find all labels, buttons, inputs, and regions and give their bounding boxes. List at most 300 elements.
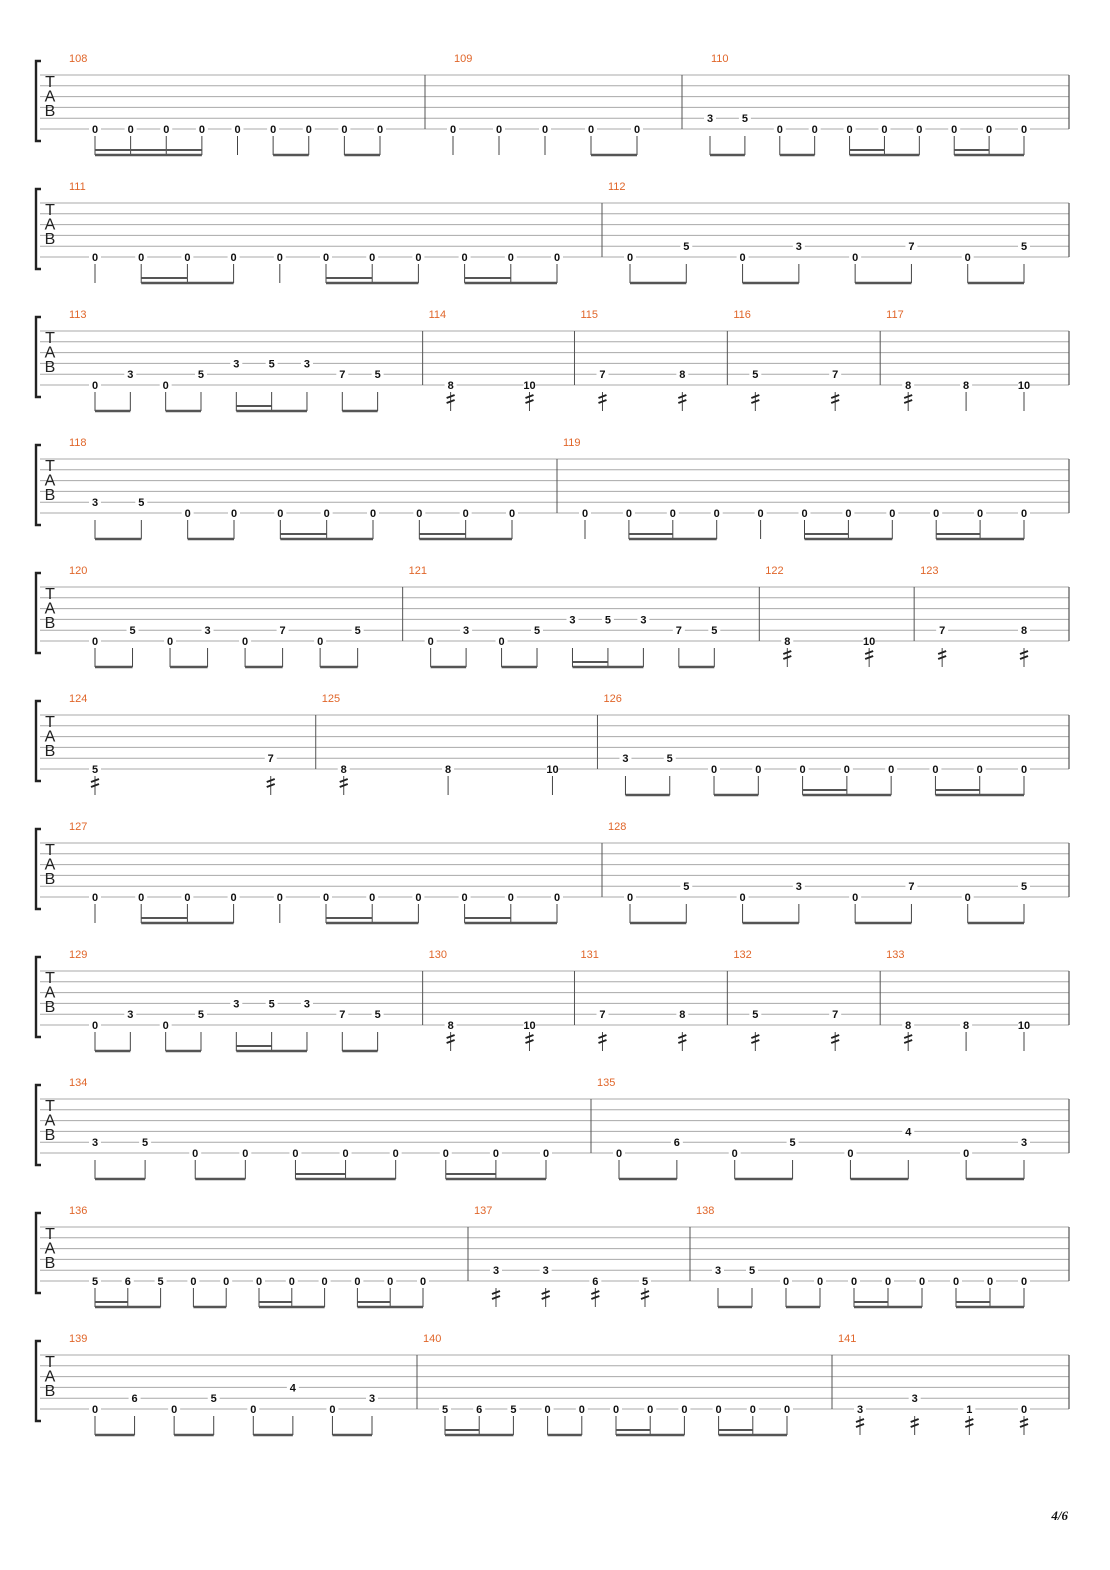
measure-number: 109 (454, 53, 473, 65)
measure-number: 134 (69, 1077, 88, 1089)
tab-clef-letter: T (45, 1354, 55, 1371)
fret-number: 5 (197, 369, 205, 382)
fret-number: 5 (91, 764, 99, 776)
tab-clef-letter: B (44, 359, 56, 376)
fret-number: 0 (852, 892, 859, 904)
measure (704, 53, 1069, 155)
tremolo-mark (678, 1040, 686, 1043)
tremolo-mark (591, 1296, 599, 1299)
tremolo-mark (267, 779, 275, 782)
measure-number: 128 (608, 821, 627, 833)
fret-number: 0 (843, 764, 850, 776)
measure-number: 141 (838, 1333, 857, 1345)
tab-clef-letter: B (44, 871, 56, 888)
measure (608, 181, 1069, 283)
measure-number: 110 (711, 53, 729, 65)
fret-number: 8 (905, 380, 912, 392)
fret-number: 0 (322, 252, 330, 264)
fret-number: 0 (850, 1276, 858, 1288)
tab-system (36, 1077, 1069, 1179)
fret-number: 0 (449, 124, 457, 136)
fret-number: 0 (91, 124, 99, 136)
fret-number: 10 (863, 636, 876, 648)
fret-number: 8 (905, 1020, 912, 1032)
fret-number: 0 (276, 252, 283, 264)
measure-number: 135 (597, 1077, 616, 1089)
tab-clef-letter: T (45, 74, 55, 91)
tremolo-mark (591, 1291, 599, 1294)
measure-number: 125 (321, 693, 341, 705)
fret-number: 0 (162, 380, 169, 392)
fret-number: 5 (142, 1137, 149, 1150)
fret-number: 5 (711, 625, 718, 638)
fret-number: 5 (210, 1393, 217, 1406)
tab-clef-letter: B (44, 743, 56, 760)
fret-number: 0 (553, 252, 561, 264)
tab-system (36, 949, 1069, 1051)
tab-clef-letter: T (45, 714, 55, 731)
measure-number: 116 (733, 309, 751, 321)
fret-number: 3 (204, 625, 211, 638)
fret-number: 0 (322, 892, 330, 904)
fret-number: 5 (374, 369, 381, 382)
fret-number: 0 (881, 124, 888, 136)
measure (597, 1077, 1069, 1179)
fret-number: 8 (445, 764, 452, 776)
measure (580, 309, 727, 411)
measure-number: 130 (428, 949, 447, 961)
tremolo-mark (542, 1296, 550, 1299)
measure-number: 113 (69, 309, 87, 321)
fret-number: 0 (277, 508, 284, 520)
fret-number: 8 (447, 380, 454, 392)
fret-number: 0 (305, 124, 312, 136)
fret-number: 0 (230, 508, 238, 520)
measure-number: 140 (423, 1333, 442, 1345)
fret-number: 0 (952, 1276, 960, 1288)
fret-number: 7 (279, 625, 286, 638)
fret-number: 0 (198, 124, 205, 136)
fret-number: 3 (368, 1393, 376, 1406)
fret-number: 0 (541, 124, 549, 136)
fret-number: 7 (832, 369, 839, 382)
tremolo-mark (965, 1424, 973, 1427)
fret-number: 1 (966, 1404, 973, 1416)
fret-number: 5 (1020, 241, 1028, 254)
tremolo-mark (938, 656, 946, 659)
tremolo-mark (447, 1035, 455, 1038)
fret-number: 5 (748, 1265, 756, 1278)
measure (69, 1205, 468, 1307)
tremolo-mark (1020, 656, 1028, 659)
fret-number: 0 (192, 1148, 199, 1160)
tremolo-mark (865, 651, 873, 654)
tremolo-mark (938, 651, 946, 654)
fret-number: 7 (832, 1009, 839, 1022)
fret-number: 3 (795, 881, 802, 894)
fret-number: 0 (387, 1276, 394, 1288)
measure-number: 122 (765, 565, 784, 577)
fret-number: 0 (755, 764, 762, 776)
fret-number: 3 (706, 113, 714, 126)
tremolo-mark (340, 779, 348, 782)
measure (429, 309, 575, 411)
fret-number: 6 (592, 1276, 599, 1288)
fret-number: 7 (599, 1009, 606, 1022)
fret-number: 8 (1020, 625, 1028, 638)
fret-number: 6 (673, 1137, 680, 1150)
tab-clef-letter: B (44, 231, 56, 248)
tab-clef-letter: B (44, 103, 56, 120)
fret-number: 0 (776, 124, 783, 136)
fret-number: 0 (852, 252, 859, 264)
measure (608, 821, 1069, 923)
measure-number: 123 (920, 565, 939, 577)
fret-number: 0 (184, 252, 191, 264)
tremolo-mark (447, 400, 455, 403)
tremolo-mark (447, 1040, 455, 1043)
measure-number: 114 (428, 309, 447, 321)
fret-number: 5 (157, 1276, 164, 1288)
tab-system (36, 693, 1069, 795)
fret-number: 0 (91, 892, 99, 904)
fret-number: 0 (127, 124, 134, 136)
measure (423, 1333, 832, 1435)
fret-number: 5 (138, 497, 145, 510)
fret-number: 0 (587, 124, 595, 136)
fret-number: 0 (91, 252, 99, 264)
fret-number: 3 (795, 241, 802, 254)
fret-number: 0 (749, 1404, 756, 1416)
fret-number: 0 (292, 1148, 299, 1160)
fret-number: 8 (679, 1009, 686, 1022)
measure (69, 949, 423, 1051)
fret-number: 0 (369, 252, 376, 264)
fret-number: 0 (625, 508, 632, 520)
fret-number: 0 (342, 1148, 349, 1160)
tremolo-mark (751, 395, 759, 398)
measure (69, 565, 403, 667)
tremolo-mark (641, 1291, 649, 1294)
tremolo-mark (831, 1040, 839, 1043)
fret-number: 0 (341, 124, 348, 136)
fret-number: 3 (91, 497, 99, 510)
fret-number: 0 (419, 1276, 427, 1288)
fret-number: 0 (731, 1148, 738, 1160)
fret-number: 0 (846, 124, 853, 136)
fret-number: 0 (321, 1276, 328, 1288)
tremolo-mark (783, 656, 791, 659)
tremolo-mark (831, 400, 839, 403)
fret-number: 0 (916, 124, 923, 136)
fret-number: 0 (369, 508, 377, 520)
fret-number: 5 (666, 753, 673, 766)
measure (69, 1077, 591, 1179)
measure-number: 137 (474, 1205, 493, 1217)
fret-number: 0 (329, 1404, 336, 1416)
tremolo-mark (267, 784, 275, 787)
fret-number: 5 (1020, 881, 1028, 894)
fret-number: 0 (626, 892, 634, 904)
measure-number: 124 (69, 693, 88, 705)
fret-number: 5 (683, 881, 690, 894)
tremolo-mark (598, 1040, 606, 1043)
fret-number: 0 (498, 636, 505, 648)
fret-number: 0 (553, 892, 561, 904)
fret-number: 0 (932, 764, 939, 776)
fret-number: 0 (986, 124, 993, 136)
measure (69, 309, 423, 411)
fret-number: 7 (339, 1009, 346, 1022)
fret-number: 0 (369, 892, 376, 904)
fret-number: 0 (234, 124, 241, 136)
fret-number: 8 (784, 636, 791, 648)
tremolo-mark (751, 1035, 759, 1038)
measure (474, 1205, 690, 1307)
fret-number: 10 (1017, 1020, 1031, 1032)
tremolo-mark (678, 395, 686, 398)
fret-number: 0 (250, 1404, 257, 1416)
fret-number: 0 (845, 508, 852, 520)
fret-number: 7 (908, 881, 915, 894)
fret-number: 0 (799, 764, 806, 776)
tremolo-mark (904, 1035, 912, 1038)
fret-number: 10 (1017, 380, 1031, 392)
fret-number: 10 (523, 380, 536, 392)
measure-number: 139 (69, 1333, 88, 1345)
measure (322, 693, 598, 795)
tab-system (36, 1333, 1069, 1435)
fret-number: 0 (739, 892, 746, 904)
fret-number: 0 (626, 252, 634, 264)
fret-number: 5 (91, 1276, 99, 1288)
measure (920, 565, 1069, 667)
measure (69, 1333, 417, 1435)
fret-number: 0 (392, 1148, 399, 1160)
tab-clef-letter: A (44, 216, 56, 234)
fret-number: 0 (715, 1404, 722, 1416)
fret-number: 0 (507, 892, 514, 904)
tremolo-mark (856, 1419, 864, 1422)
tab-clef-letter: A (44, 344, 56, 362)
tremolo-mark (783, 651, 791, 654)
fret-number: 3 (303, 358, 311, 371)
fret-number: 3 (233, 998, 240, 1011)
tremolo-mark (751, 400, 759, 403)
measure-number: 112 (608, 181, 626, 193)
fret-number: 0 (415, 892, 422, 904)
tremolo-mark (492, 1291, 500, 1294)
fret-number: 3 (911, 1393, 918, 1406)
fret-number: 8 (447, 1020, 454, 1032)
fret-number: 0 (492, 1148, 499, 1160)
tab-clef-letter: A (44, 728, 56, 746)
fret-number: 0 (242, 636, 249, 648)
fret-number: 0 (495, 124, 503, 136)
measure-number: 133 (886, 949, 905, 961)
tab-clef-letter: T (45, 842, 55, 859)
measure-number: 121 (408, 565, 428, 577)
fret-number: 0 (1020, 1276, 1028, 1288)
fret-number: 3 (127, 369, 134, 382)
fret-number: 0 (847, 1148, 854, 1160)
fret-number: 0 (542, 1148, 550, 1160)
fret-number: 8 (340, 764, 347, 776)
fret-number: 0 (782, 1276, 790, 1288)
fret-number: 0 (230, 252, 237, 264)
measure-number: 136 (69, 1205, 88, 1217)
fret-number: 8 (963, 380, 970, 392)
tab-clef-letter: A (44, 472, 56, 490)
fret-number: 0 (91, 1404, 99, 1416)
fret-number: 0 (783, 1404, 791, 1416)
measure (733, 309, 880, 411)
fret-number: 0 (888, 764, 895, 776)
tremolo-mark (525, 1040, 533, 1043)
measure-number: 126 (603, 693, 622, 705)
fret-number: 5 (441, 1404, 449, 1416)
tremolo-mark (340, 784, 348, 787)
measure (69, 821, 602, 923)
fret-number: 5 (789, 1137, 796, 1150)
fret-number: 0 (184, 892, 191, 904)
measure (765, 565, 914, 667)
fret-number: 4 (905, 1126, 912, 1139)
measure (69, 53, 425, 155)
measure-number: 131 (580, 949, 599, 961)
fret-number: 3 (542, 1265, 549, 1278)
fret-number: 0 (508, 508, 516, 520)
measure-number: 120 (69, 565, 88, 577)
fret-number: 0 (1020, 124, 1028, 136)
tab-clef-letter: B (44, 999, 56, 1016)
measure (838, 1333, 1069, 1435)
fret-number: 0 (581, 508, 589, 520)
tremolo-mark (751, 1040, 759, 1043)
fret-number: 0 (171, 1404, 178, 1416)
fret-number: 0 (986, 1276, 994, 1288)
tab-clef-letter: B (44, 1127, 56, 1144)
fret-number: 0 (713, 508, 720, 520)
tremolo-mark (831, 395, 839, 398)
tremolo-mark (91, 779, 99, 782)
tremolo-mark (678, 1035, 686, 1038)
fret-number: 0 (163, 124, 170, 136)
tab-clef-letter: T (45, 202, 55, 219)
fret-number: 0 (442, 1148, 449, 1160)
tremolo-mark (542, 1291, 550, 1294)
tremolo-mark (91, 784, 99, 787)
fret-number: 0 (461, 892, 468, 904)
measure (696, 1205, 1069, 1307)
fret-number: 0 (669, 508, 676, 520)
fret-number: 0 (816, 1276, 824, 1288)
fret-number: 0 (91, 636, 99, 648)
fret-number: 0 (1020, 764, 1028, 776)
fret-number: 0 (507, 252, 514, 264)
measure (69, 181, 602, 283)
fret-number: 0 (963, 1148, 970, 1160)
fret-number: 3 (714, 1265, 722, 1278)
measure-number: 115 (580, 309, 599, 321)
fret-number: 7 (675, 625, 682, 638)
fret-number: 6 (131, 1393, 138, 1406)
tab-clef-letter: B (44, 1255, 56, 1272)
fret-number: 0 (964, 892, 971, 904)
fret-number: 7 (599, 369, 606, 382)
fret-number: 0 (647, 1404, 654, 1416)
tab-clef-letter: T (45, 1226, 55, 1243)
fret-number: 0 (1020, 1404, 1028, 1416)
tab-clef-letter: T (45, 330, 55, 347)
tab-clef-letter: T (45, 970, 55, 987)
page-number: 4/6 (1051, 1508, 1068, 1523)
tremolo-mark (447, 395, 455, 398)
fret-number: 5 (741, 113, 748, 126)
tab-clef-letter: A (44, 984, 56, 1002)
measure (886, 949, 1069, 1051)
fret-number: 3 (622, 753, 629, 766)
measure (733, 949, 880, 1051)
fret-number: 0 (162, 1020, 169, 1032)
tremolo-mark (525, 395, 533, 398)
measure-number: 129 (69, 949, 88, 961)
fret-number: 0 (354, 1276, 361, 1288)
tremolo-mark (1020, 1419, 1028, 1422)
fret-number: 3 (463, 625, 470, 638)
fret-number: 5 (533, 625, 541, 638)
fret-number: 5 (129, 625, 136, 638)
tremolo-mark (911, 1419, 919, 1422)
fret-number: 8 (679, 369, 686, 382)
tab-clef-letter: B (44, 1383, 56, 1400)
fret-number: 0 (710, 764, 718, 776)
fret-number: 0 (242, 1148, 249, 1160)
tremolo-mark (1020, 1424, 1028, 1427)
fret-number: 0 (255, 1276, 263, 1288)
fret-number: 0 (977, 508, 984, 520)
measure-number: 117 (886, 309, 904, 321)
fret-number: 0 (190, 1276, 197, 1288)
fret-number: 0 (91, 380, 99, 392)
fret-number: 0 (223, 1276, 230, 1288)
tab-clef-letter: A (44, 88, 56, 106)
fret-number: 8 (963, 1020, 970, 1032)
fret-number: 0 (230, 892, 237, 904)
tab-clef-letter: B (44, 487, 56, 504)
measure-number: 108 (69, 53, 88, 65)
fret-number: 0 (138, 892, 145, 904)
fret-number: 3 (1020, 1137, 1028, 1150)
fret-number: 5 (354, 625, 361, 638)
fret-number: 3 (91, 1137, 99, 1150)
tremolo-mark (598, 1035, 606, 1038)
fret-number: 5 (683, 241, 690, 254)
tab-clef-letter: A (44, 1368, 56, 1386)
tab-clef-letter: B (44, 615, 56, 632)
measure (563, 437, 1069, 539)
fret-number: 0 (138, 252, 145, 264)
fret-number: 5 (374, 1009, 381, 1022)
measure (409, 565, 760, 667)
tremolo-mark (911, 1424, 919, 1427)
tab-clef-letter: A (44, 856, 56, 874)
tremolo-mark (525, 400, 533, 403)
fret-number: 0 (918, 1276, 926, 1288)
fret-number: 5 (268, 358, 275, 371)
measure (886, 309, 1069, 411)
measure-number: 111 (69, 181, 86, 193)
